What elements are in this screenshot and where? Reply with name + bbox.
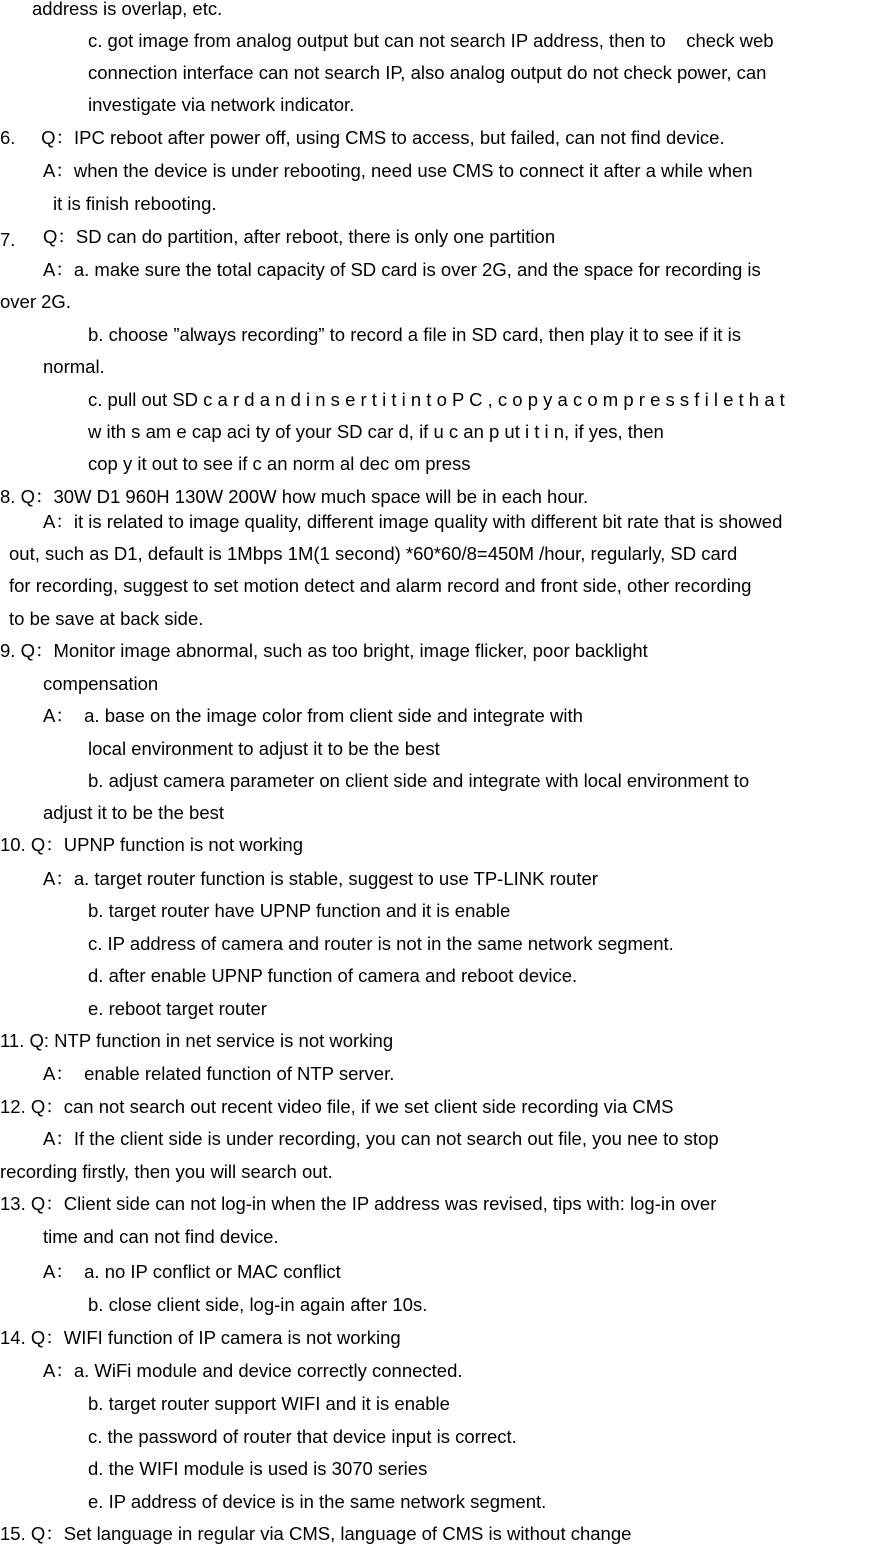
- text-line: A：a. WiFi module and device correctly connected.: [43, 1360, 463, 1381]
- text-line: c. IP address of camera and router is not in the same network segment.: [88, 933, 674, 954]
- text-line: over 2G.: [0, 291, 71, 312]
- text-line: time and can not find device.: [43, 1226, 279, 1247]
- text-line: A： enable related function of NTP server.: [43, 1063, 395, 1084]
- text-line: e. reboot target router: [88, 998, 267, 1019]
- text-line: w ith s am e cap aci ty of your SD car d, if u c an p ut i t i n, if yes, then: [88, 421, 664, 442]
- text-line: 14. Q：WIFI function of IP camera is not working: [0, 1327, 401, 1348]
- text-line: adjust it to be the best: [43, 802, 225, 823]
- text-line: 12. Q：can not search out recent video file, if we set client side recording via CMS: [0, 1096, 674, 1117]
- text-line: 9. Q：Monitor image abnormal, such as too bright, image flicker, poor backlight: [0, 640, 648, 661]
- text-line: investigate via network indicator.: [88, 94, 355, 115]
- text-line: out, such as D1, default is 1Mbps 1M(1 second) *60*60/8=450M /hour, regularly, SD card: [9, 543, 738, 564]
- text-line: d. after enable UPNP function of camera and reboot device.: [88, 965, 578, 986]
- text-line: c. got image from analog output but can not search IP address, then to check web: [88, 30, 774, 51]
- text-line: b. close client side, log-in again after 10s.: [88, 1294, 428, 1315]
- text-line: c. pull out SD c a r d a n d i n s e r t i t i n t o P C , c o p y a c o m p r e s s f i l e t h a t: [88, 389, 785, 410]
- text-line: A：a. target router function is stable, suggest to use TP-LINK router: [43, 868, 598, 889]
- text-line: 10. Q：UPNP function is not working: [0, 834, 303, 855]
- text-line: normal.: [43, 356, 105, 377]
- text-line: for recording, suggest to set motion detect and alarm record and front side, other recording: [9, 575, 752, 596]
- text-line: c. the password of router that device input is correct.: [88, 1426, 517, 1447]
- text-line: b. choose ”always recording” to record a file in SD card, then play it to see if it is: [88, 324, 741, 345]
- text-line: A：If the client side is under recording, you can not search out file, you nee to stop: [43, 1128, 719, 1149]
- text-line: A：a. make sure the total capacity of SD card is over 2G, and the space for recording is: [43, 259, 761, 280]
- text-line: 7.: [0, 229, 16, 250]
- text-line: 15. Q：Set language in regular via CMS, language of CMS is without change: [0, 1523, 632, 1544]
- text-line: b. target router support WIFI and it is enable: [88, 1393, 450, 1414]
- text-line: cop y it out to see if c an norm al dec om press: [88, 453, 471, 474]
- text-line: address is overlap, etc.: [32, 0, 223, 19]
- text-line: 6. Q：IPC reboot after power off, using CMS to access, but failed, can not find device.: [0, 127, 725, 148]
- text-line: 8. Q：30W D1 960H 130W 200W how much space will be in each hour.: [0, 486, 589, 507]
- text-line: e. IP address of device is in the same network segment.: [88, 1491, 547, 1512]
- text-line: A： a. no IP conflict or MAC conflict: [43, 1261, 341, 1282]
- text-line: b. adjust camera parameter on client side and integrate with local environment to: [88, 770, 750, 791]
- text-line: connection interface can not search IP, also analog output do not check power, can: [88, 62, 767, 83]
- text-line: 13. Q：Client side can not log-in when the IP address was revised, tips with: log-in over: [0, 1193, 717, 1214]
- text-line: b. target router have UPNP function and it is enable: [88, 900, 511, 921]
- text-line: compensation: [43, 673, 159, 694]
- text-line: A：it is related to image quality, different image quality with different bit rate that is showed: [43, 511, 783, 532]
- text-line: A： a. base on the image color from client side and integrate with: [43, 705, 583, 726]
- text-line: local environment to adjust it to be the best: [88, 738, 440, 759]
- text-line: to be save at back side.: [9, 608, 204, 629]
- text-line: A：when the device is under rebooting, need use CMS to connect it after a while when: [43, 160, 753, 181]
- text-line: recording firstly, then you will search out.: [0, 1161, 333, 1182]
- text-line: Q：SD can do partition, after reboot, there is only one partition: [43, 226, 556, 247]
- text-line: 11. Q: NTP function in net service is not working: [0, 1030, 394, 1051]
- text-line: d. the WIFI module is used is 3070 series: [88, 1458, 428, 1479]
- text-line: it is finish rebooting.: [53, 193, 217, 214]
